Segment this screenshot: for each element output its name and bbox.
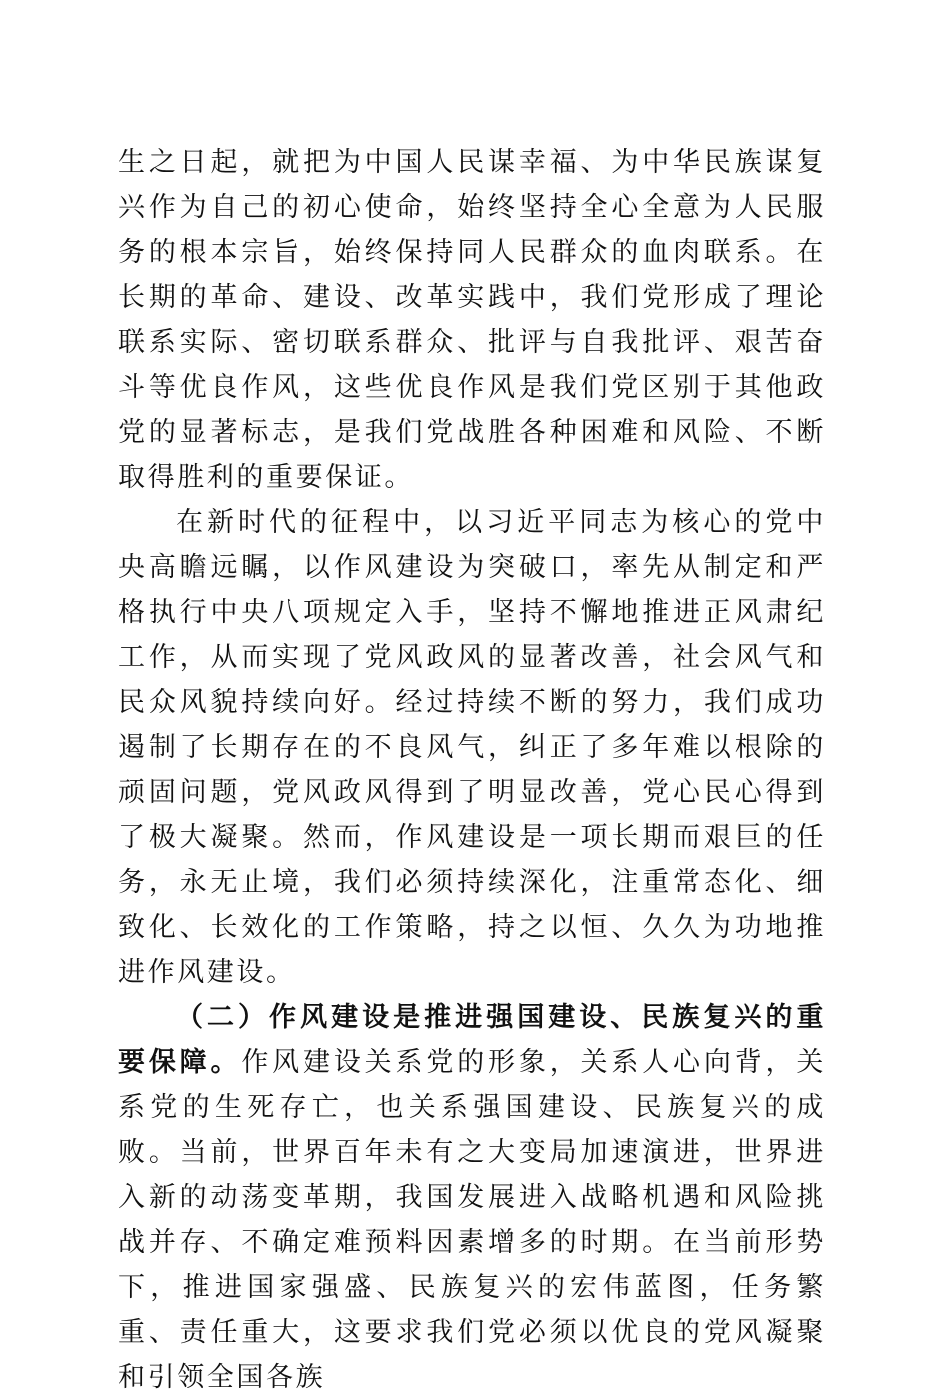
section-body-text: 作风建设关系党的形象，关系人心向背，关系党的生死存亡，也关系强国建设、民族复兴的成败。当前，世界百年未有之大变局加速演进，世界进入新的动荡变革期，我国发展进入战略机遇和风险挑战并存、不确定难预料因素增多的时期。在当前形势下，推进国家强盛、民族复兴的宏伟蓝图，任务繁重、责任重大，这要求我们党必须以优良的党风凝聚和引领全国各族	[118, 1047, 826, 1393]
paragraph-continued: 生之日起，就把为中国人民谋幸福、为中华民族谋复兴作为自己的初心使命，始终坚持全心全意为人民服务的根本宗旨，始终保持同人民群众的血肉联系。在长期的革命、建设、改革实践中，我们党形成了理论联系实际、密切联系群众、批评与自我批评、艰苦奋斗等优良作风，这些优良作风是我们党区别于其他政党的显著标志，是我们党战胜各种困难和风险、不断取得胜利的重要保证。	[118, 147, 826, 493]
paragraph-new-era: 在新时代的征程中，以习近平同志为核心的党中央高瞻远瞩，以作风建设为突破口，率先从制定和严格执行中央八项规定入手，坚持不懈地推进正风肃纪工作，从而实现了党风政风的显著改善，社会风气和民众风貌持续向好。经过持续不断的努力，我们成功遏制了长期存在的不良风气，纠正了多年难以根除的顽固问题，党风政风得到了明显改善，党心民心得到了极大凝聚。然而，作风建设是一项长期而艰巨的任务，永无止境，我们必须持续深化，注重常态化、细致化、长效化的工作策略，持之以恒、久久为功地推进作风建设。	[118, 507, 826, 988]
section-heading: （二）作风建设是推进强国建设、民族复兴的重要保障。	[118, 1002, 826, 1078]
document-body	[118, 140, 826, 1400]
paragraph-section-two	[118, 995, 826, 1400]
